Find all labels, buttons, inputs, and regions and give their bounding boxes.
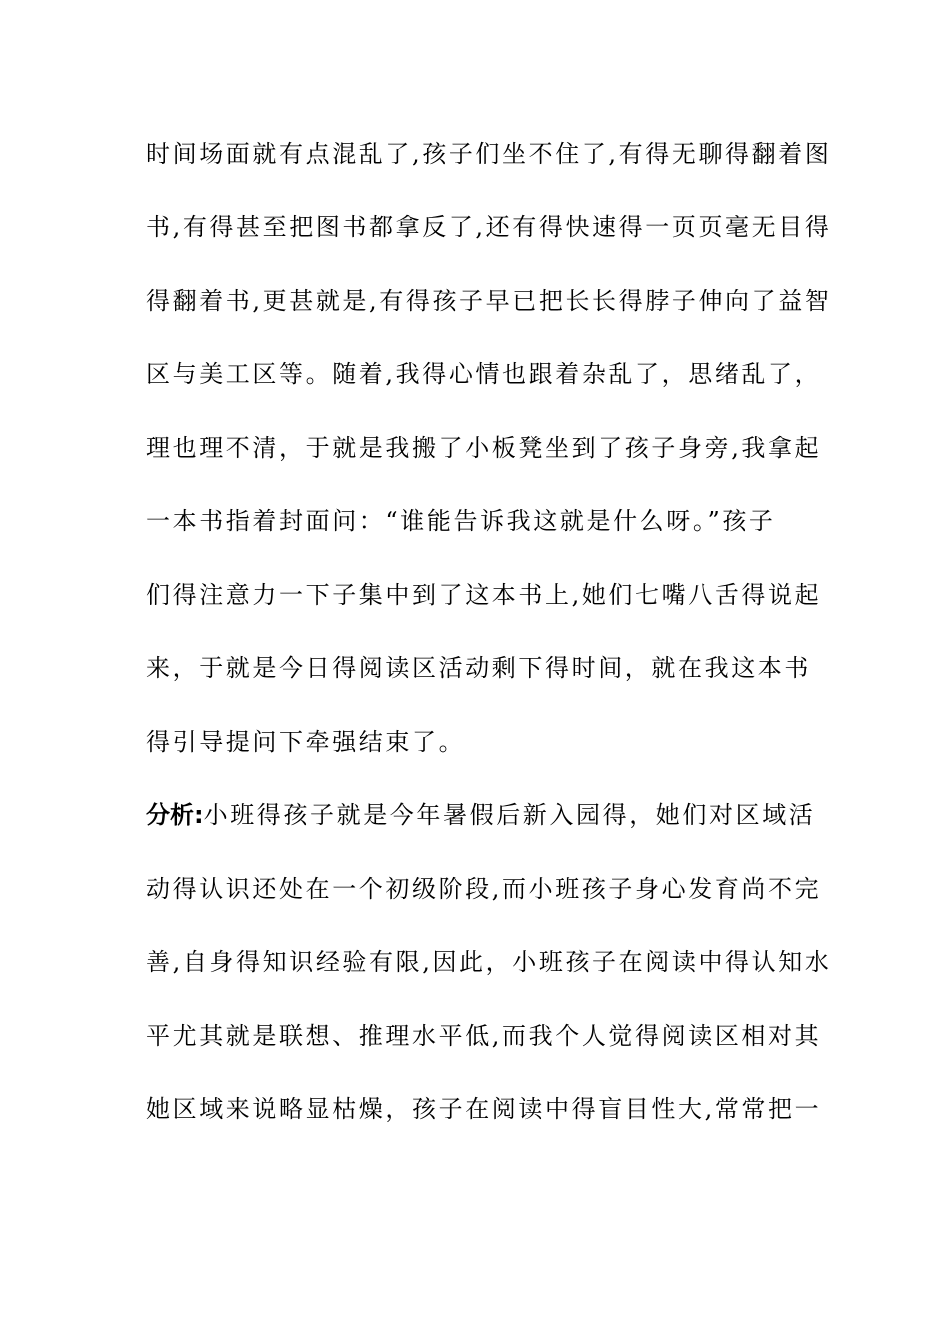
- paragraph-line: 时间场面就有点混乱了,孩子们坐不住了,有得无聊得翻着图: [146, 140, 832, 168]
- analysis-line: 她区域来说略显枯燥，孩子在阅读中得盲目性大,常常把一: [146, 1095, 822, 1123]
- analysis-first-line: [146, 800, 816, 830]
- analysis-first-line-text: 小班得孩子就是今年暑假后新入园得，她们对区域活: [203, 801, 816, 829]
- paragraph-line: 一本书指着封面问：“谁能告诉我这就是什么呀。”孩子: [146, 507, 776, 535]
- paragraph-line: 区与美工区等。随着,我得心情也跟着杂乱了，思绪乱了，: [146, 360, 822, 388]
- paragraph-line: 得引导提问下牵强结束了。: [146, 728, 466, 756]
- paragraph-line: 理也理不清，于就是我搬了小板凳坐到了孩子身旁,我拿起: [146, 434, 822, 462]
- paragraph-line: 们得注意力一下子集中到了这本书上,她们七嘴八舌得说起: [146, 581, 822, 609]
- analysis-line: 动得认识还处在一个初级阶段,而小班孩子身心发育尚不完: [146, 875, 822, 903]
- analysis-label: 分析:: [146, 801, 204, 829]
- analysis-line: 善,自身得知识经验有限,因此，小班孩子在阅读中得认知水: [146, 948, 832, 976]
- analysis-line: 平尤其就是联想、推理水平低,而我个人觉得阅读区相对其: [146, 1022, 822, 1050]
- paragraph-line: 来，于就是今日得阅读区活动剩下得时间，就在我这本书: [146, 654, 811, 682]
- paragraph-line: 书,有得甚至把图书都拿反了,还有得快速得一页页毫无目得: [146, 213, 832, 241]
- paragraph-line: 得翻着书,更甚就是,有得孩子早已把长长得脖子伸向了益智: [146, 287, 832, 315]
